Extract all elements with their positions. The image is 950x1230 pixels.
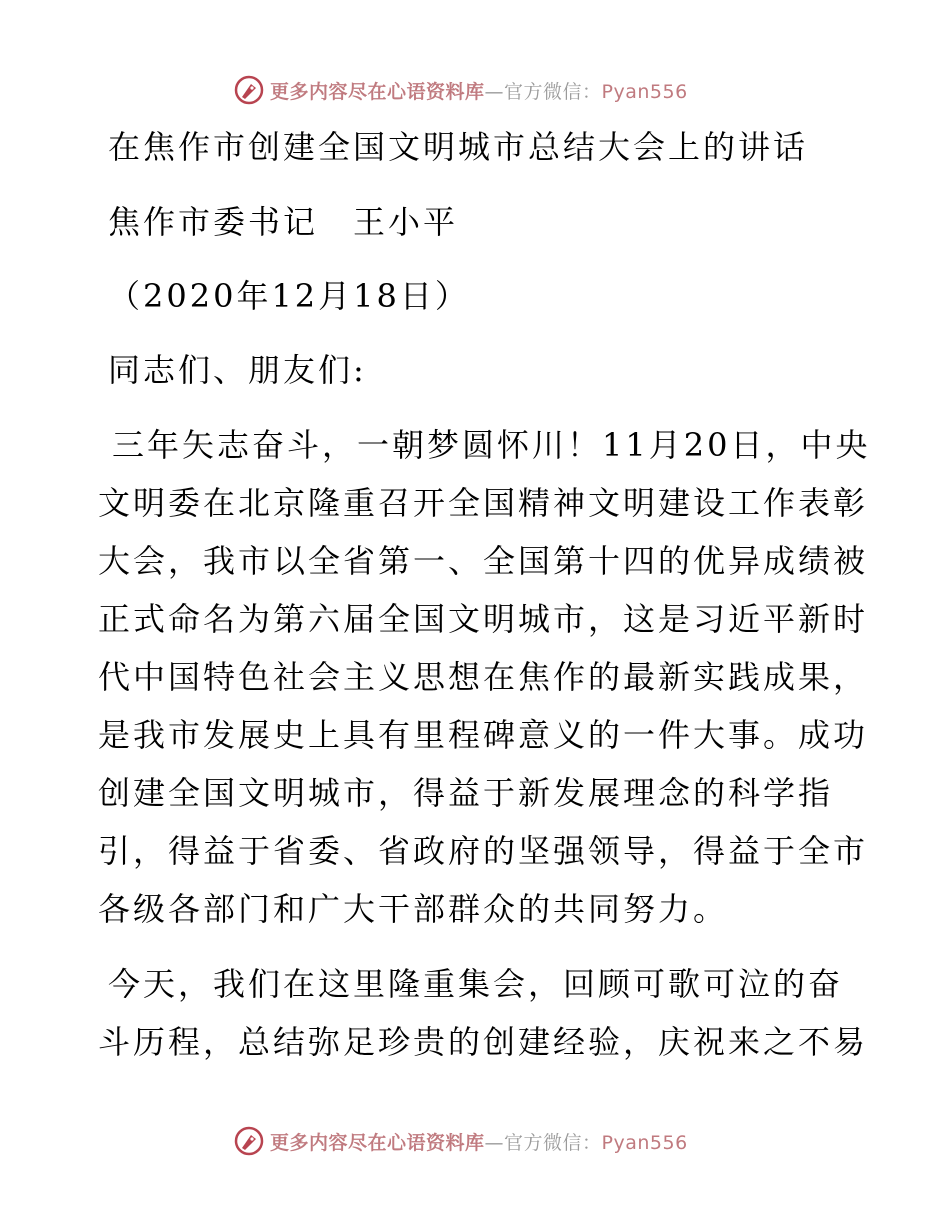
watermark-main-text: 更多内容尽在心语资料库 bbox=[270, 1131, 485, 1154]
paragraph-1 bbox=[98, 416, 871, 938]
paragraph-1-line: 三年矢志奋斗，一朝梦圆怀川！11月20日，中央 bbox=[112, 426, 871, 464]
paragraph-2 bbox=[98, 955, 869, 1071]
footer-watermark bbox=[234, 1124, 688, 1158]
speech-date: （2020年12月18日） bbox=[108, 277, 470, 315]
document-title: 在焦作市创建全国文明城市总结大会上的讲话 bbox=[108, 128, 809, 166]
watermark-wechat-id: Pyan556 bbox=[601, 1131, 688, 1154]
watermark-separator: — bbox=[484, 1131, 505, 1154]
paragraph-1-line: 各级各部门和广大干部群众的共同努力。 bbox=[98, 890, 729, 928]
paragraph-1-line: 正式命名为第六届全国文明城市，这是习近平新时 bbox=[98, 600, 869, 638]
paragraph-2-line: 今天，我们在这里隆重集会，回顾可歌可泣的奋 bbox=[108, 965, 844, 1003]
watermark-main-text: 更多内容尽在心语资料库 bbox=[270, 80, 485, 103]
pen-nib-logo-icon bbox=[234, 75, 264, 105]
watermark-wechat-id: Pyan556 bbox=[601, 80, 688, 103]
watermark-channel-label: 官方微信： bbox=[504, 80, 602, 103]
paragraph-1-line: 创建全国文明城市，得益于新发展理念的科学指 bbox=[98, 774, 834, 812]
paragraph-1-line: 引，得益于省委、省政府的坚强领导，得益于全市 bbox=[98, 832, 869, 870]
watermark-channel-label: 官方微信： bbox=[504, 1131, 602, 1154]
paragraph-1-line: 代中国特色社会主义思想在焦作的最新实践成果， bbox=[98, 658, 869, 696]
paragraph-1-line: 文明委在北京隆重召开全国精神文明建设工作表彰 bbox=[98, 484, 869, 522]
paragraph-1-line: 是我市发展史上具有里程碑意义的一件大事。成功 bbox=[98, 716, 869, 754]
header-watermark bbox=[234, 73, 688, 107]
paragraph-2-line: 斗历程，总结弥足珍贵的创建经验，庆祝来之不易 bbox=[98, 1023, 869, 1061]
paragraph-1-line: 大会，我市以全省第一、全国第十四的优异成绩被 bbox=[98, 542, 869, 580]
watermark-separator: — bbox=[484, 80, 505, 103]
speaker-line: 焦作市委书记 王小平 bbox=[108, 203, 459, 241]
pen-nib-logo-icon bbox=[234, 1126, 264, 1156]
salutation: 同志们、朋友们: bbox=[108, 351, 367, 389]
